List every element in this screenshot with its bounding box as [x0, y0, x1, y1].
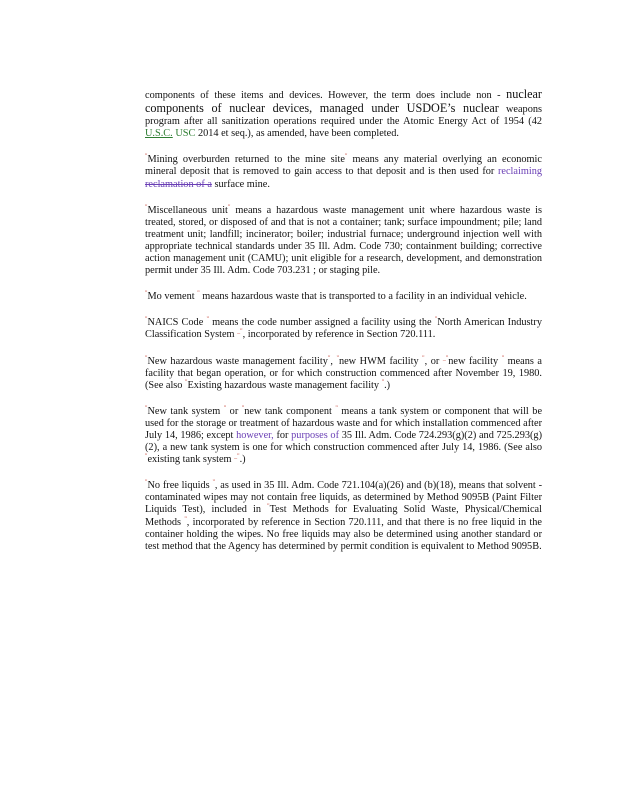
- defined-term: New hazardous waste management facility: [147, 355, 328, 367]
- definition-text: , as used in 35 Ill. Adm. Code 721.104(a)(26) and (b)(18), means that solvent -contaminated wipes may not contain free liquids, as determined by Method 9095B (Paint Filter Liquids Test), included in: [145, 480, 543, 516]
- quote-mark: ": [381, 379, 385, 386]
- quote-mark: ": [145, 316, 148, 323]
- definition-new-hwm-facility: [145, 356, 542, 392]
- quote-mark: ": [227, 204, 231, 211]
- defined-term: new HWM facility: [338, 355, 423, 367]
- quote-mark: ": [422, 355, 425, 362]
- quote-mark: ": [212, 479, 215, 486]
- definition-text: existing tank system: [147, 454, 235, 466]
- quote-mark: ": [206, 316, 209, 323]
- defined-term: new facility: [448, 355, 502, 367]
- defined-term: Mining overburden returned to the mine site: [147, 154, 345, 166]
- quote-mark: ": [501, 355, 505, 362]
- quote-mark: ": [145, 290, 148, 297]
- definition-text: 35 Ill. Adm. Code 724.293(g)(2) and 725.293(g)(2), a new tank system is one for which construction commenced after July 14, 1986. (See also: [145, 429, 543, 454]
- inserted-text: reclaiming: [497, 166, 542, 178]
- definition-movement: [145, 291, 542, 303]
- definition-text: .): [384, 379, 391, 391]
- definition-text: , incorporated by reference in Section 720.111, and that there is no free liquid in the container holding the wipes. No free liquids may also be determined using another standard or test method that the Agency has determined by permit condition is equivalent to Method 9095B.: [145, 516, 542, 552]
- document-body: [145, 88, 542, 567]
- quote-mark: ": [145, 153, 148, 160]
- inserted-text: purposes of: [291, 429, 340, 441]
- text: nuclear components of nuclear devices, managed under USDOE’s nuclear: [145, 87, 542, 116]
- definition-text: surface mine.: [211, 178, 270, 190]
- definition-naics-code: [145, 317, 542, 341]
- defined-term: No free liquids: [147, 480, 213, 492]
- usc-insertion: USC: [175, 128, 196, 140]
- defined-term: NAICS Code: [147, 317, 207, 329]
- quote-mark: ": [327, 355, 331, 362]
- definition-text: means any material overlying an economic mineral deposit that is removed to gain access to that deposit and is then used for: [145, 154, 542, 178]
- inserted-text: however,: [236, 429, 274, 441]
- defined-term: Miscellaneous unit: [147, 204, 228, 216]
- text: weapons program after all sanitization operations required under the Atomic Energy Act of 1954 (42: [145, 104, 543, 128]
- deleted-text: reclamation of a: [145, 178, 212, 190]
- quote-mark: ": [145, 453, 148, 460]
- quote-mark: ": [434, 316, 438, 323]
- quote-mark: ": [241, 405, 245, 412]
- definition-miscellaneous-unit: [145, 205, 542, 278]
- quote-mark: ": [223, 405, 227, 412]
- quote-mark: ": [185, 379, 188, 386]
- separator: ,: [330, 355, 337, 367]
- separator: or: [226, 405, 242, 417]
- usc-link[interactable]: U.S.C.: [145, 128, 173, 140]
- definition-text: North American Industry Classification System: [145, 317, 542, 341]
- defined-term: new tank component: [244, 405, 336, 417]
- definition-no-free-liquids: [145, 480, 542, 553]
- quote-mark: _": [237, 328, 243, 335]
- quote-mark: ": [197, 290, 200, 297]
- quote-mark: ": [184, 516, 187, 523]
- separator: , or: [424, 355, 443, 367]
- quote-mark: ": [145, 479, 148, 486]
- definition-text: , incorporated by reference in Section 720.111.: [242, 329, 436, 341]
- definition-new-tank-system: [145, 406, 542, 466]
- definition-text: .): [239, 454, 246, 466]
- text: 2014 et seq.), as amended, have been completed.: [195, 128, 399, 140]
- quote-mark: _": [442, 355, 449, 362]
- paragraph-components: [145, 88, 542, 140]
- quote-mark: ": [344, 153, 348, 160]
- quote-mark: ": [336, 355, 339, 362]
- definition-text: means a facility that began operation, or for which construction commenced after November 19, 1980. (See also: [145, 355, 542, 391]
- text: components of these items and devices. However, the term does include non -: [145, 90, 501, 101]
- definition-text: Test Methods for Evaluating Solid Waste, Physical/Chemical Methods: [145, 504, 542, 528]
- definition-text: means the code number assigned a facility using the: [208, 317, 435, 329]
- quote-mark: _": [234, 453, 240, 460]
- quote-mark: ": [145, 355, 148, 362]
- defined-term: Mo vement: [147, 291, 198, 303]
- definition-text: means hazardous waste that is transported to a facility in an individual vehicle.: [199, 291, 527, 303]
- definition-text: for: [273, 429, 292, 441]
- quote-mark: ": [267, 504, 270, 511]
- quote-mark: ": [145, 204, 148, 211]
- definition-text: Existing hazardous waste management facility: [187, 379, 382, 391]
- definition-mining-overburden: [145, 154, 542, 190]
- quote-mark: ": [145, 405, 148, 412]
- definition-text: means a tank system or component that will be used for the storage or treatment of hazardous waste and for which installation commenced after July 14, 1986; except: [145, 405, 543, 441]
- quote-mark: ": [335, 405, 338, 412]
- defined-term: New tank system: [147, 405, 224, 417]
- definition-text: means a hazardous waste management unit where hazardous waste is treated, stored, or disposed of and that is not a container; tank; surface impoundment; pile; land treatment unit; landfill; incinerator; boiler; industrial furnace; underground injection well with appropriate technical standards under 35 Ill. Adm. Code 730; containment building; corrective action management unit (CAMU); unit eligible for a research, development, and demonstration permit under 35 Ill. Adm. Code 703.231 ; or staging pile.: [145, 204, 543, 277]
